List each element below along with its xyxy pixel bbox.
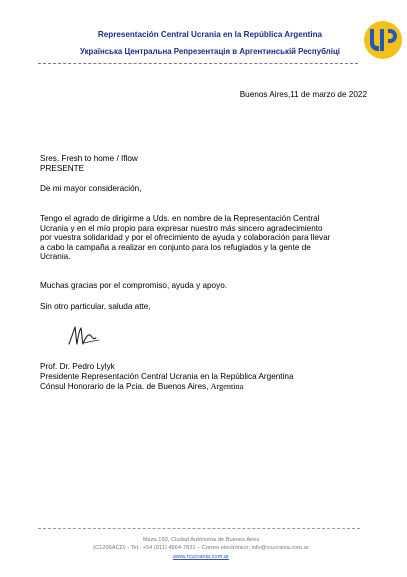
thanks-line: Muchas gracias por el compromiso, ayuda y apoyo. bbox=[40, 281, 228, 290]
header-title-spanish: Representación Central Ucrania en la República Argentina bbox=[97, 30, 323, 39]
organization-logo bbox=[363, 20, 403, 60]
handwritten-signature bbox=[66, 322, 102, 350]
signer-title: Presidente Representación Central Ucrania en la República Argentina bbox=[40, 372, 294, 381]
body-paragraph bbox=[40, 214, 375, 262]
signer-role-country: Argentina bbox=[210, 382, 244, 391]
closing-line: Sin otro particular, saluda atte, bbox=[40, 302, 151, 311]
letter-date: Buenos Aires,11 de marzo de 2022 bbox=[239, 90, 367, 99]
recipient-line: Sres. Fresh to home / Iflow bbox=[40, 154, 138, 163]
header-title-ukrainian: Українська Центральна Репрезентація в Аргентинській Республіці bbox=[79, 47, 341, 56]
footer-divider bbox=[38, 528, 360, 529]
footer-website-link[interactable]: www.rcucrania.com.ar bbox=[173, 554, 229, 560]
body-line: Tengo el agrado de dirigirme a Uds. en nombre de la Representación Central bbox=[40, 214, 320, 223]
footer-contact: (C1206ACD) - Tel.: +54 (011) 4864-7831 – Correo electrónico: info@rcucrania.com.ar bbox=[93, 545, 309, 551]
body-line: por vuestra solidaridad y por el ofrecimiento de ayuda y colaboración para llevar bbox=[40, 233, 331, 243]
signer-name: Prof. Dr. Pedro Lylyk bbox=[40, 362, 115, 371]
body-line: Ucrania y en el mío propio para expresar nuestro más sincero agradecimiento bbox=[40, 223, 323, 233]
body-line: Ucrania. bbox=[40, 252, 71, 262]
signer-role-text: Cónsul Honorario de la Pcia. de Buenos Aires, bbox=[40, 382, 211, 391]
signer-role bbox=[40, 382, 243, 392]
recipient-presente: PRESENTE bbox=[40, 164, 85, 173]
greeting: De mi mayor consideración, bbox=[40, 184, 142, 193]
body-line: a cabo la campaña a realizar en conjunto para los refugiados y la gente de bbox=[40, 242, 311, 252]
header-divider bbox=[38, 63, 358, 64]
footer-address: Maza 150, Ciudad Autónoma de Buenos Aires bbox=[142, 537, 260, 543]
footer-website-row bbox=[40, 553, 362, 561]
